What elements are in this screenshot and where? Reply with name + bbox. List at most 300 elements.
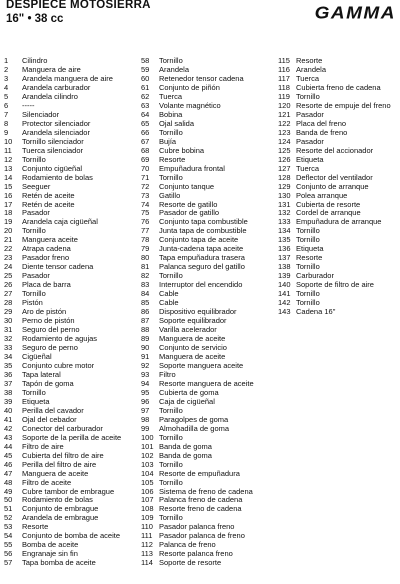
part-row: [141, 352, 254, 361]
part-name: Tapa empuñadura trasera: [159, 253, 245, 263]
part-name: Tornillo: [296, 91, 320, 101]
part-number: 81: [141, 262, 150, 272]
part-name: Rodamiento de bolas: [22, 495, 93, 505]
part-row: [278, 74, 391, 83]
part-row: [141, 513, 254, 522]
part-number: 97: [141, 405, 150, 415]
part-name: Manguera de aire: [22, 64, 81, 74]
part-number: 122: [278, 118, 291, 128]
part-name: Soporte de filtro de aire: [296, 280, 374, 290]
part-number: 13: [4, 163, 13, 173]
part-number: 54: [4, 531, 13, 541]
part-name: Junta tapa de combustible: [159, 226, 247, 236]
part-number: 83: [141, 280, 150, 290]
part-number: 99: [141, 423, 150, 433]
part-name: Sistema de freno de cadena: [159, 486, 253, 496]
part-name: Resorte: [296, 253, 323, 263]
part-name: Seguro del perno: [22, 325, 80, 335]
part-row: [4, 406, 121, 415]
part-name: Cubierta de resorte: [296, 199, 361, 209]
part-row: [141, 406, 254, 415]
part-name: Tornillo silenciador: [22, 136, 84, 146]
part-name: Cubierta freno de cadena: [296, 82, 381, 92]
part-name: Etiqueta: [296, 244, 324, 254]
part-name: Pasador freno: [22, 253, 70, 263]
part-number: 8: [4, 118, 9, 128]
part-name: Palanca de freno: [159, 540, 216, 550]
part-name: Tornillo: [159, 56, 183, 65]
part-name: Cubre tambor de embrague: [22, 486, 115, 496]
part-name: Pasador: [22, 271, 50, 281]
part-number: 118: [278, 82, 290, 92]
page-subtitle: 16" • 38 cc: [6, 13, 64, 25]
part-name: Cordel de arranque: [296, 208, 361, 218]
part-name: Conector del carburador: [22, 423, 103, 433]
part-name: Tornillo: [22, 387, 46, 397]
part-row: [4, 128, 121, 137]
part-name: Manguera de aceite: [159, 334, 226, 344]
part-number: 6: [4, 100, 9, 110]
part-row: [141, 83, 254, 92]
part-name: Junta-cadena tapa aceite: [159, 244, 244, 254]
brand-logo: GAMMA: [314, 4, 396, 23]
part-name: Silenciador: [22, 109, 60, 119]
part-row: [141, 65, 254, 74]
part-row: [278, 155, 391, 164]
part-number: 10: [4, 136, 13, 146]
part-row: [4, 334, 121, 343]
part-number: 138: [278, 262, 291, 272]
part-row: [141, 487, 254, 496]
part-row: [141, 316, 254, 325]
part-name: Tornillo: [296, 289, 320, 299]
part-number: 84: [141, 289, 150, 299]
part-row: [141, 173, 254, 182]
part-number: 127: [278, 163, 291, 173]
part-number: 29: [4, 307, 13, 317]
part-name: Cubierta del filtro de aire: [22, 450, 104, 460]
part-number: 86: [141, 307, 150, 317]
part-number: 69: [141, 154, 150, 164]
part-number: 96: [141, 396, 150, 406]
part-row: [4, 451, 121, 460]
part-row: [141, 289, 254, 298]
part-name: Arandela: [159, 64, 190, 74]
part-number: 89: [141, 334, 150, 344]
part-number: 120: [278, 100, 291, 110]
part-name: Rodamiento de bolas: [22, 172, 93, 182]
part-name: Deflector del ventilador: [296, 172, 373, 182]
part-row: [141, 74, 254, 83]
part-row: [4, 92, 121, 101]
part-number: 25: [4, 271, 13, 281]
parts-column-2: [141, 56, 254, 567]
part-name: Banda de goma: [159, 450, 212, 460]
part-number: 60: [141, 73, 150, 83]
part-name: Arandela manguera de aire: [22, 73, 113, 83]
part-row: [141, 433, 254, 442]
part-name: Tornillo: [22, 289, 46, 299]
part-number: 64: [141, 109, 150, 119]
part-name: Pasador: [22, 208, 50, 218]
part-name: Tornillo: [159, 459, 183, 469]
part-name: Soporte de la perilla de aceite: [22, 432, 122, 442]
part-name: Tornillo: [296, 298, 320, 308]
part-number: 1: [4, 56, 9, 65]
part-number: 130: [278, 190, 291, 200]
part-row: [278, 307, 391, 316]
part-number: 117: [278, 73, 290, 83]
part-row: [141, 128, 254, 137]
part-row: [4, 495, 121, 504]
part-name: Tornillo: [159, 513, 183, 523]
part-number: 17: [4, 199, 13, 209]
part-name: Resorte del accionador: [296, 145, 374, 155]
part-row: [4, 298, 121, 307]
part-number: 12: [4, 154, 13, 164]
part-name: Soporte de resorte: [159, 558, 222, 568]
part-number: 121: [278, 109, 291, 119]
part-number: 129: [278, 181, 291, 191]
part-row: [141, 415, 254, 424]
part-name: Conjunto de piñón: [159, 82, 220, 92]
part-number: 88: [141, 325, 150, 335]
part-number: 36: [4, 369, 13, 379]
part-row: [278, 164, 391, 173]
part-number: 114: [141, 558, 153, 568]
part-number: 126: [278, 154, 291, 164]
part-row: [141, 155, 254, 164]
part-row: [141, 244, 254, 253]
part-name: Filtro de aire: [22, 441, 64, 451]
part-name: Resorte palanca freno: [159, 549, 233, 559]
part-row: [4, 200, 121, 209]
part-name: Tapa bomba de aceite: [22, 558, 96, 568]
part-name: Tornillo: [159, 271, 183, 281]
part-name: Arandela cilindro: [22, 91, 78, 101]
part-number: 98: [141, 414, 150, 424]
part-row: [278, 92, 391, 101]
part-row: [141, 226, 254, 235]
part-number: 47: [4, 468, 13, 478]
part-number: 44: [4, 441, 13, 451]
part-number: 124: [278, 136, 291, 146]
part-number: 28: [4, 298, 13, 308]
part-number: 30: [4, 316, 13, 326]
part-number: 109: [141, 513, 154, 523]
part-number: 70: [141, 163, 150, 173]
part-row: [4, 173, 121, 182]
part-number: 24: [4, 262, 13, 272]
part-name: Tuerca: [296, 163, 320, 173]
part-row: [4, 110, 121, 119]
part-name: Etiqueta: [22, 396, 50, 406]
part-name: Resorte de empuñadura: [159, 468, 240, 478]
part-row: [141, 271, 254, 280]
part-name: Resorte: [22, 522, 49, 532]
part-number: 74: [141, 199, 150, 209]
part-number: 87: [141, 316, 150, 326]
part-row: [4, 460, 121, 469]
part-row: [141, 370, 254, 379]
part-row: [141, 540, 254, 549]
part-name: Resorte manguera de aceite: [159, 378, 254, 388]
part-name: Arandela carburador: [22, 82, 91, 92]
part-name: Arandela: [296, 64, 327, 74]
part-name: Retén de aceite: [22, 190, 75, 200]
part-name: Tornillo: [159, 432, 183, 442]
part-number: 134: [278, 226, 291, 236]
part-number: 116: [278, 64, 290, 74]
part-number: 21: [4, 235, 13, 245]
part-number: 19: [4, 217, 13, 227]
part-name: Tornillo: [22, 154, 46, 164]
part-name: Tornillo: [159, 172, 183, 182]
part-row: [141, 531, 254, 540]
part-row: [4, 155, 121, 164]
part-name: Palanca seguro del gatillo: [159, 262, 245, 272]
part-number: 91: [141, 351, 150, 361]
part-number: 39: [4, 396, 13, 406]
part-number: 40: [4, 405, 13, 415]
part-number: 3: [4, 73, 9, 83]
part-number: 94: [141, 378, 150, 388]
part-number: 49: [4, 486, 13, 496]
part-name: Seguro de perno: [22, 343, 78, 352]
part-name: Tornillo: [159, 127, 183, 137]
part-row: [4, 325, 121, 334]
part-number: 93: [141, 369, 150, 379]
part-row: [141, 280, 254, 289]
part-number: 78: [141, 235, 150, 245]
part-number: 27: [4, 289, 13, 299]
part-row: [278, 110, 391, 119]
part-row: [141, 92, 254, 101]
part-number: 77: [141, 226, 150, 236]
part-row: [141, 495, 254, 504]
part-number: 66: [141, 127, 150, 137]
part-number: 104: [141, 468, 154, 478]
part-row: [141, 200, 254, 209]
part-row: [141, 442, 254, 451]
part-row: [278, 146, 391, 155]
part-number: 33: [4, 343, 13, 352]
part-name: Diente tensor cadena: [22, 262, 94, 272]
part-row: [278, 271, 391, 280]
part-name: Tornillo: [22, 226, 46, 236]
header: [6, 0, 394, 60]
part-row: [141, 56, 254, 65]
part-number: 107: [141, 495, 154, 505]
part-row: [4, 244, 121, 253]
part-row: [278, 298, 391, 307]
part-row: [141, 235, 254, 244]
part-number: 16: [4, 190, 13, 200]
part-row: [278, 280, 391, 289]
part-row: [4, 379, 121, 388]
part-name: Bobina: [159, 109, 183, 119]
part-number: 139: [278, 271, 291, 281]
part-number: 76: [141, 217, 150, 227]
part-name: Pasador palanca freno: [159, 522, 235, 532]
part-number: 136: [278, 244, 291, 254]
part-row: [141, 469, 254, 478]
part-name: Aro de pistón: [22, 307, 67, 317]
part-name: Tuerca: [296, 73, 320, 83]
part-row: [141, 549, 254, 558]
part-row: [278, 182, 391, 191]
part-row: [141, 424, 254, 433]
part-number: 137: [278, 253, 291, 263]
part-name: Seeguer: [22, 181, 51, 191]
part-name: Cubierta de goma: [159, 387, 219, 397]
part-name: Perilla del filtro de aire: [22, 459, 97, 469]
part-name: Resorte de gatillo: [159, 199, 218, 209]
part-number: 80: [141, 253, 150, 263]
part-number: 82: [141, 271, 150, 281]
part-name: Filtro: [159, 369, 176, 379]
part-row: [4, 226, 121, 235]
part-number: 31: [4, 325, 13, 335]
part-name: Resorte freno de cadena: [159, 504, 242, 514]
part-name: Tornillo: [296, 235, 320, 245]
part-name: Cubre bobina: [159, 145, 205, 155]
part-row: [4, 191, 121, 200]
part-name: Volante magnético: [159, 100, 221, 110]
part-row: [4, 235, 121, 244]
part-number: 18: [4, 208, 13, 218]
part-number: 37: [4, 378, 13, 388]
part-row: [278, 208, 391, 217]
part-row: [4, 146, 121, 155]
part-row: [278, 244, 391, 253]
part-number: 51: [4, 504, 13, 514]
part-row: [278, 101, 391, 110]
part-number: 123: [278, 127, 291, 137]
part-row: [141, 397, 254, 406]
part-row: [141, 298, 254, 307]
part-name: Bomba de aceite: [22, 540, 79, 550]
part-number: 26: [4, 280, 13, 290]
part-number: 50: [4, 495, 13, 505]
part-number: 112: [141, 540, 153, 550]
part-number: 111: [141, 531, 153, 541]
part-number: 143: [278, 307, 291, 317]
part-number: 59: [141, 64, 150, 74]
part-name: Conjunto tapa de aceite: [159, 235, 239, 245]
part-row: [278, 200, 391, 209]
part-row: [4, 558, 121, 567]
part-name: Filtro de aceite: [22, 477, 72, 487]
part-name: Conjunto de servicio: [159, 343, 227, 352]
part-row: [141, 191, 254, 200]
part-number: 101: [141, 441, 154, 451]
part-name: Paragolpes de goma: [159, 414, 229, 424]
part-number: 15: [4, 181, 13, 191]
part-row: [4, 101, 121, 110]
part-name: Arandela de embrague: [22, 513, 99, 523]
part-number: 41: [4, 414, 13, 424]
part-number: 38: [4, 387, 13, 397]
part-name: Pasador palanca de freno: [159, 531, 245, 541]
part-number: 67: [141, 136, 150, 146]
part-row: [4, 271, 121, 280]
part-number: 48: [4, 477, 13, 487]
part-name: Tuerca: [159, 91, 183, 101]
part-name: Empuñadura frontal: [159, 163, 225, 173]
part-number: 141: [278, 289, 291, 299]
part-name: Retén de aceite: [22, 199, 75, 209]
part-name: Rodamiento de agujas: [22, 334, 98, 344]
part-row: [141, 504, 254, 513]
part-row: [141, 451, 254, 460]
part-row: [278, 235, 391, 244]
part-row: [4, 424, 121, 433]
part-row: [278, 226, 391, 235]
part-row: [4, 487, 121, 496]
part-number: 46: [4, 459, 13, 469]
part-number: 102: [141, 450, 154, 460]
part-number: 34: [4, 351, 13, 361]
part-name: Gatillo: [159, 190, 181, 200]
part-row: [4, 119, 121, 128]
part-number: 110: [141, 522, 153, 532]
part-number: 14: [4, 172, 13, 182]
part-number: 73: [141, 190, 150, 200]
part-name: Pistón: [22, 298, 43, 308]
part-name: Conjunto de arranque: [296, 181, 369, 191]
part-name: Cigüeñal: [22, 351, 52, 361]
part-row: [141, 343, 254, 352]
part-row: [4, 513, 121, 522]
part-row: [278, 128, 391, 137]
part-number: 142: [278, 298, 291, 308]
part-row: [4, 262, 121, 271]
part-row: [141, 522, 254, 531]
part-row: [141, 379, 254, 388]
part-name: Resorte: [159, 154, 186, 164]
part-row: [4, 56, 121, 65]
parts-column-1: [4, 56, 121, 567]
part-number: 100: [141, 432, 154, 442]
part-row: [278, 119, 391, 128]
part-number: 56: [4, 549, 13, 559]
part-name: Tuerca silenciador: [22, 145, 83, 155]
part-name: Tornillo: [296, 262, 320, 272]
part-number: 4: [4, 82, 9, 92]
part-row: [278, 262, 391, 271]
part-name: Cable: [159, 298, 179, 308]
part-number: 7: [4, 109, 9, 119]
part-row: [4, 478, 121, 487]
part-number: 119: [278, 91, 290, 101]
part-row: [278, 289, 391, 298]
part-name: Caja de cigüeñal: [159, 396, 215, 406]
part-number: 42: [4, 423, 13, 433]
part-row: [278, 173, 391, 182]
part-name: Pasador de gatillo: [159, 208, 220, 218]
part-row: [141, 110, 254, 119]
part-row: [4, 540, 121, 549]
part-name: Retenedor tensor cadena: [159, 73, 244, 83]
part-row: [4, 182, 121, 191]
part-name: Placa de barra: [22, 280, 71, 290]
part-name: Manguera de aceite: [22, 468, 89, 478]
part-number: 62: [141, 91, 150, 101]
part-row: [141, 460, 254, 469]
part-row: [4, 164, 121, 173]
part-row: [141, 325, 254, 334]
